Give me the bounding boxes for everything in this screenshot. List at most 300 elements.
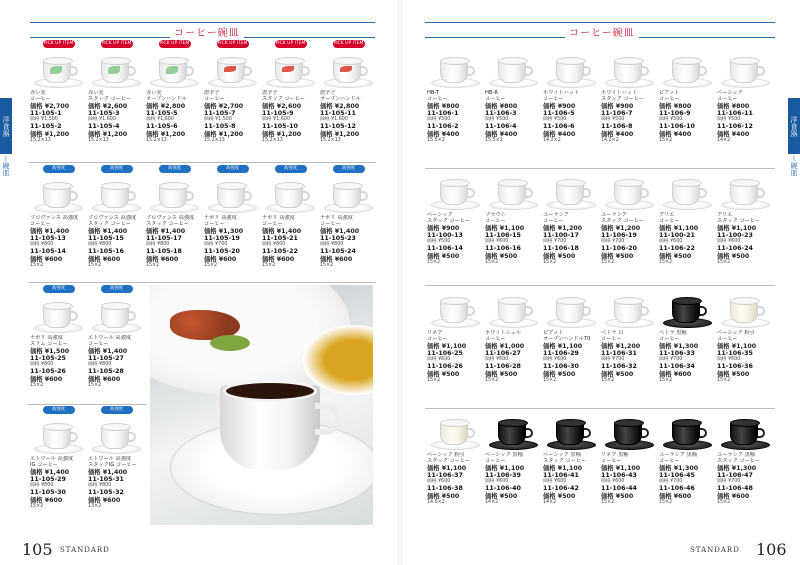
product-code: 11-106-7 [601, 109, 633, 117]
saucer-sub-price: 価格 ¥600 [88, 255, 121, 263]
product-type: コーヒー [320, 221, 341, 228]
product-spec: 14×2 [485, 499, 499, 505]
product-price: 価格 ¥1,200 [543, 224, 583, 232]
section-title: コーヒー碗皿 [565, 24, 639, 39]
saucer-sub-price: 価格 ¥500 [427, 252, 460, 260]
saucer-code: 11-105-32 [88, 489, 124, 497]
product-spec: 15×2 [601, 259, 615, 265]
saucer-price: 価格 ¥700 [659, 479, 683, 485]
saucer-sub-price: 価格 ¥600 [88, 375, 121, 383]
product-price: 価格 ¥1,400 [88, 227, 128, 235]
saucer-code: 11-106-28 [485, 363, 521, 371]
cup-shape [159, 184, 187, 208]
product-info [30, 90, 87, 144]
saucer-price: 価格 ¥700 [717, 479, 741, 485]
saucer-sub-price: 価格 ¥600 [659, 492, 692, 500]
product-spec: 15×2 [659, 137, 673, 143]
product-spec: 15×2 [659, 259, 673, 265]
cup-shape [275, 184, 303, 208]
product-info [30, 456, 87, 510]
coffee-cup-photo [150, 285, 373, 525]
product-code: 11-106-27 [485, 349, 521, 357]
product-price: 価格 ¥1,100 [543, 464, 583, 472]
product-name: 唐辛子 [320, 90, 336, 96]
product-price: 価格 ¥2,800 [146, 102, 186, 110]
saucer-price: 価格 ¥700 [659, 357, 683, 363]
product-price: 価格 ¥1,400 [88, 468, 128, 476]
product-type: オープンハンドル70 [543, 336, 591, 343]
cup-shape [101, 425, 129, 449]
cup-image [659, 172, 716, 212]
saucer-code: 11-105-10 [262, 123, 298, 131]
product-spec: 15×2 [427, 377, 441, 383]
cup-shape [498, 181, 526, 205]
cup-shape [672, 59, 700, 83]
cup-image [146, 175, 203, 215]
cup-shape [333, 184, 361, 208]
cup-image [601, 412, 658, 452]
product-type: コーヒー [485, 336, 506, 343]
product-info [427, 330, 484, 384]
cup-image [146, 50, 203, 90]
product-info [659, 90, 716, 144]
saucer-price: 価格 ¥500 [485, 117, 509, 123]
product-name: アリエ [717, 212, 733, 218]
saucer-price: 価格 ¥600 [601, 479, 625, 485]
product-price: 価格 ¥2,700 [30, 102, 70, 110]
product-item [717, 412, 774, 506]
saucer-code: 11-106-6 [543, 123, 575, 131]
product-name: 赤い実 [30, 90, 46, 96]
cup-shape [440, 421, 468, 445]
product-code: 11-106-43 [601, 471, 637, 479]
product-type: コーヒー [30, 221, 51, 228]
product-badge: 高強度 [275, 165, 307, 173]
product-type: スタック コーヒー [146, 221, 189, 228]
product-info [427, 212, 484, 266]
product-item [262, 165, 319, 269]
cup-shape [43, 304, 71, 328]
product-info [543, 452, 600, 506]
saucer-sub-price: 価格 ¥500 [717, 370, 750, 378]
cup-shape [43, 59, 71, 83]
cup-shape [217, 184, 245, 208]
saucer-code: 11-105-16 [88, 248, 124, 256]
product-type: スタックIG コーヒー [88, 462, 137, 469]
saucer-code: 11-106-26 [427, 363, 463, 371]
product-type: スタック コーヒー [717, 218, 760, 225]
cup-image [88, 416, 145, 456]
saucer-price: 価格 ¥600 [717, 239, 741, 245]
saucer-price: 価格 ¥800 [88, 242, 112, 248]
product-spec: 15×2 [659, 499, 673, 505]
saucer-price: 価格 ¥800 [30, 242, 54, 248]
product-price: 価格 ¥1,100 [659, 224, 699, 232]
product-item [485, 50, 542, 144]
product-badge: PICK UP ITEM [217, 41, 248, 46]
product-name: ナポリ 高強度 [262, 215, 295, 221]
coffee-image [223, 380, 317, 402]
cup-shape [672, 299, 700, 323]
product-code: 11-105-7 [204, 109, 236, 117]
cup-shape [159, 59, 187, 83]
cup-image [427, 50, 484, 90]
row-divider [28, 404, 146, 405]
page-number: 106 [756, 540, 787, 559]
product-spec: 15.2×13 [30, 137, 51, 143]
saucer-sub-price: 価格 ¥500 [427, 492, 460, 500]
product-info [601, 90, 658, 144]
cup-image [262, 50, 319, 90]
product-type: コーヒー [88, 341, 109, 348]
product-item [659, 290, 716, 384]
saucer-sub-price: 価格 ¥600 [146, 255, 179, 263]
product-item [146, 40, 203, 144]
product-code: 11-106-9 [659, 109, 691, 117]
saucer-sub-price: 価格 ¥1,200 [262, 130, 302, 138]
product-item [485, 412, 542, 506]
product-code: 11-106-3 [485, 109, 517, 117]
product-name: アリエ [659, 212, 675, 218]
product-name: ベーシック 黒釉 [543, 452, 581, 458]
cup-shape [275, 59, 303, 83]
saucer-code: 11-106-22 [659, 245, 695, 253]
side-subtab: コーヒー碗皿 [2, 134, 10, 176]
product-item [146, 165, 203, 269]
product-info [543, 212, 600, 266]
saucer-price: 価格 ¥600 [485, 239, 509, 245]
saucer-price: 価格 ¥600 [485, 479, 509, 485]
saucer-sub-price: 価格 ¥600 [88, 496, 121, 504]
saucer-code: 11-106-20 [601, 245, 637, 253]
cup-shape [498, 421, 526, 445]
cup-image [717, 290, 774, 330]
product-spec: 15×2 [717, 377, 731, 383]
product-badge: 高強度 [101, 406, 133, 414]
side-tab: 洋食器 [0, 98, 12, 154]
product-name: HB-R [485, 90, 498, 96]
product-spec: 15×2 [146, 262, 160, 268]
saucer-price: 価格 ¥1,600 [262, 117, 290, 123]
product-spec: 14.6×2 [427, 499, 445, 505]
saucer-price: 価格 ¥500 [427, 239, 451, 245]
product-type: スタック コーヒー [601, 96, 644, 103]
product-type: コーヒー [659, 96, 680, 103]
saucer-code: 11-105-24 [320, 248, 356, 256]
product-spec: 15×2 [485, 259, 499, 265]
saucer-code: 11-106-12 [717, 123, 753, 131]
product-info [146, 215, 203, 269]
product-code: 11-105-5 [146, 109, 178, 117]
cup-image [717, 412, 774, 452]
product-type: コーヒー [485, 458, 506, 465]
saucer-code: 11-106-30 [543, 363, 579, 371]
row-divider [28, 162, 376, 163]
cup-shape [614, 421, 642, 445]
product-code: 11-100-17 [543, 231, 579, 239]
product-type: コーヒー [30, 96, 51, 103]
cup-shape [333, 59, 361, 83]
product-code: 11-106-11 [717, 109, 753, 117]
greens-image [210, 335, 250, 351]
product-code: 11-105-19 [204, 234, 240, 242]
product-type: コーヒー [262, 221, 283, 228]
saucer-sub-price: 価格 ¥600 [30, 375, 63, 383]
product-name: ピアット [543, 330, 564, 336]
product-code: 11-106-1 [427, 109, 459, 117]
product-info [427, 452, 484, 506]
product-spec: 14.2×2 [543, 137, 561, 143]
cup-image [485, 50, 542, 90]
product-name: ベーシック 粉引 [717, 330, 755, 336]
product-type: スタック コーヒー [717, 458, 760, 465]
product-badge: PICK UP ITEM [101, 41, 132, 46]
saucer-code: 11-106-44 [601, 485, 637, 493]
saucer-code: 11-105-22 [262, 248, 298, 256]
saucer-code: 11-105-2 [30, 123, 62, 131]
cup-shape [672, 181, 700, 205]
product-spec: 15×2 [88, 262, 102, 268]
saucer-price: 価格 ¥1,600 [320, 117, 348, 123]
saucer-sub-price: 価格 ¥1,200 [146, 130, 186, 138]
product-item [30, 40, 87, 144]
product-info [30, 215, 87, 269]
product-info [88, 335, 145, 389]
product-code: 11-106-41 [543, 471, 579, 479]
product-price: 価格 ¥800 [717, 102, 750, 110]
saucer-sub-price: 価格 ¥400 [659, 130, 692, 138]
product-info [204, 215, 261, 269]
product-spec: 15×2 [88, 382, 102, 388]
product-type: コーヒー [601, 336, 622, 343]
product-type: スタック コーヒー [427, 218, 470, 225]
saucer-code: 11-105-26 [30, 368, 66, 376]
product-item [204, 165, 261, 269]
product-name: ユーラシア 黒釉 [717, 452, 755, 458]
cup-shape [556, 181, 584, 205]
row-divider [425, 408, 775, 409]
product-spec: 15×2 [717, 259, 731, 265]
product-price: 価格 ¥900 [543, 102, 576, 110]
product-type: スタック コーヒー [601, 218, 644, 225]
saucer-price: 価格 ¥500 [543, 117, 567, 123]
product-name: ペトラ 白 [601, 330, 624, 336]
product-item [659, 50, 716, 144]
product-price: 価格 ¥1,500 [30, 347, 70, 355]
product-code: 11-105-23 [320, 234, 356, 242]
product-price: 価格 ¥2,700 [204, 102, 244, 110]
product-name: リネア [427, 330, 443, 336]
product-item [30, 285, 87, 389]
product-type: コーヒー [659, 458, 680, 465]
product-item [601, 172, 658, 266]
saucer-code: 11-106-42 [543, 485, 579, 493]
cup-image [717, 50, 774, 90]
section-title: コーヒー碗皿 [170, 24, 244, 39]
cup-image [427, 172, 484, 212]
product-spec: 15.2×13 [320, 137, 341, 143]
saucer-code: 11-106-46 [659, 485, 695, 493]
product-item [427, 290, 484, 384]
product-info [146, 90, 203, 144]
product-spec: 15×2 [543, 259, 557, 265]
brand-label: STANDARD [690, 546, 740, 554]
product-info [485, 330, 542, 384]
product-price: 価格 ¥1,100 [543, 342, 583, 350]
saucer-price: 価格 ¥500 [717, 117, 741, 123]
saucer-price: 価格 ¥700 [601, 239, 625, 245]
saucer-price: 価格 ¥700 [543, 239, 567, 245]
saucer-sub-price: 価格 ¥1,200 [88, 130, 128, 138]
saucer-price: 価格 ¥800 [146, 242, 170, 248]
saucer-code: 11-105-18 [146, 248, 182, 256]
saucer-sub-price: 価格 ¥600 [717, 492, 750, 500]
product-code: 11-106-37 [427, 471, 463, 479]
product-type: コーヒー [485, 218, 506, 225]
product-code: 11-106-47 [717, 471, 753, 479]
saucer-price: 価格 ¥600 [659, 239, 683, 245]
product-price: 価格 ¥1,300 [204, 227, 244, 235]
product-price: 価格 ¥2,800 [320, 102, 360, 110]
saucer-code: 11-105-14 [30, 248, 66, 256]
product-type: スタック コーヒー [88, 221, 131, 228]
product-badge: 高強度 [43, 165, 75, 173]
cup-image [427, 290, 484, 330]
product-price: 価格 ¥2,600 [262, 102, 302, 110]
product-type: コーヒー [427, 96, 448, 103]
product-code: 11-105-17 [146, 234, 182, 242]
saucer-code: 11-105-30 [30, 489, 66, 497]
saucer-price: 価格 ¥800 [88, 483, 112, 489]
row-divider [28, 282, 376, 283]
product-code: 11-106-45 [659, 471, 695, 479]
saucer-code: 11-106-16 [485, 245, 521, 253]
cup-image [717, 172, 774, 212]
saucer-sub-price: 価格 ¥500 [543, 492, 576, 500]
product-price: 価格 ¥900 [601, 102, 634, 110]
cup-image [601, 290, 658, 330]
product-badge: 高強度 [333, 165, 365, 173]
cup-image [30, 175, 87, 215]
cup-shape [672, 421, 700, 445]
saucer-sub-price: 価格 ¥500 [543, 252, 576, 260]
product-info [204, 90, 261, 144]
product-badge: 高強度 [101, 165, 133, 173]
product-spec: 15×2 [204, 262, 218, 268]
cup-shape [730, 299, 758, 323]
product-item [601, 50, 658, 144]
product-price: 価格 ¥800 [485, 102, 518, 110]
cup-shape [730, 59, 758, 83]
product-type: コーヒー [543, 96, 564, 103]
product-info [543, 330, 600, 384]
product-badge: PICK UP ITEM [333, 41, 364, 46]
product-price: 価格 ¥1,200 [601, 342, 641, 350]
product-info [30, 335, 87, 389]
product-info [262, 215, 319, 269]
product-spec: 15×2 [427, 259, 441, 265]
product-name: 唐辛子 [204, 90, 220, 96]
product-price: 価格 ¥1,100 [717, 224, 757, 232]
product-info [717, 90, 774, 144]
product-spec: 15×2 [30, 503, 44, 509]
product-code: 11-105-31 [88, 475, 124, 483]
cup-shape [614, 299, 642, 323]
product-name: ベーシック [427, 212, 453, 218]
product-item [320, 165, 377, 269]
product-item [204, 40, 261, 144]
cup-shape [43, 425, 71, 449]
saucer-sub-price: 価格 ¥500 [601, 252, 634, 260]
side-subtab: コーヒー碗皿 [790, 134, 798, 176]
product-spec: 14.2×2 [601, 137, 619, 143]
product-badge: 高強度 [217, 165, 249, 173]
product-info [485, 452, 542, 506]
cup-image [659, 290, 716, 330]
product-price: 価格 ¥1,400 [30, 227, 70, 235]
product-type: IG コーヒー [30, 462, 58, 469]
product-info [88, 215, 145, 269]
saucer-price: 価格 ¥600 [543, 479, 567, 485]
product-item [601, 412, 658, 506]
cup-shape [440, 59, 468, 83]
product-item [485, 290, 542, 384]
product-name: ベーシック 黒釉 [485, 452, 523, 458]
product-item [601, 290, 658, 384]
product-spec: 15.2×13 [262, 137, 283, 143]
saucer-sub-price: 価格 ¥500 [485, 492, 518, 500]
row-divider [425, 285, 775, 286]
saucer-sub-price: 価格 ¥600 [204, 255, 237, 263]
product-info [427, 90, 484, 144]
product-info [320, 90, 377, 144]
product-name: 赤い実 [146, 90, 162, 96]
cup-shape [556, 421, 584, 445]
saucer-sub-price: 価格 ¥1,200 [204, 130, 244, 138]
saucer-sub-price: 価格 ¥600 [262, 255, 295, 263]
product-name: プロヴァンス 高強度 [30, 215, 79, 221]
product-code: 11-105-21 [262, 234, 298, 242]
product-item [427, 50, 484, 144]
product-price: 価格 ¥1,100 [427, 464, 467, 472]
product-name: ピアット [659, 90, 680, 96]
product-name: リネア 黒釉 [601, 452, 629, 458]
saucer-code: 11-106-38 [427, 485, 463, 493]
product-price: 価格 ¥1,300 [659, 342, 699, 350]
product-name: ペトラ 黒釉 [659, 330, 687, 336]
product-price: 価格 ¥1,300 [717, 464, 757, 472]
saucer-sub-price: 価格 ¥600 [30, 255, 63, 263]
product-item [659, 412, 716, 506]
product-code: 11-105-1 [30, 109, 62, 117]
saucer-price: 価格 ¥600 [717, 357, 741, 363]
product-spec: 14×2 [717, 137, 731, 143]
product-info [717, 212, 774, 266]
product-code: 11-100-13 [427, 231, 463, 239]
product-spec: 15×2 [659, 377, 673, 383]
cup-image [88, 50, 145, 90]
product-name: エトワール 高強度 [30, 456, 74, 462]
product-name: ナポリ 高強度 [30, 335, 63, 341]
product-price: 価格 ¥1,100 [485, 464, 525, 472]
row-divider [425, 168, 775, 169]
cup-image [30, 295, 87, 335]
saucer-sub-price: 価格 ¥500 [659, 252, 692, 260]
saucer-price: 価格 ¥700 [204, 242, 228, 248]
product-info [262, 90, 319, 144]
product-type: スタック コーヒー [427, 458, 470, 465]
saucer-code: 11-105-12 [320, 123, 356, 131]
